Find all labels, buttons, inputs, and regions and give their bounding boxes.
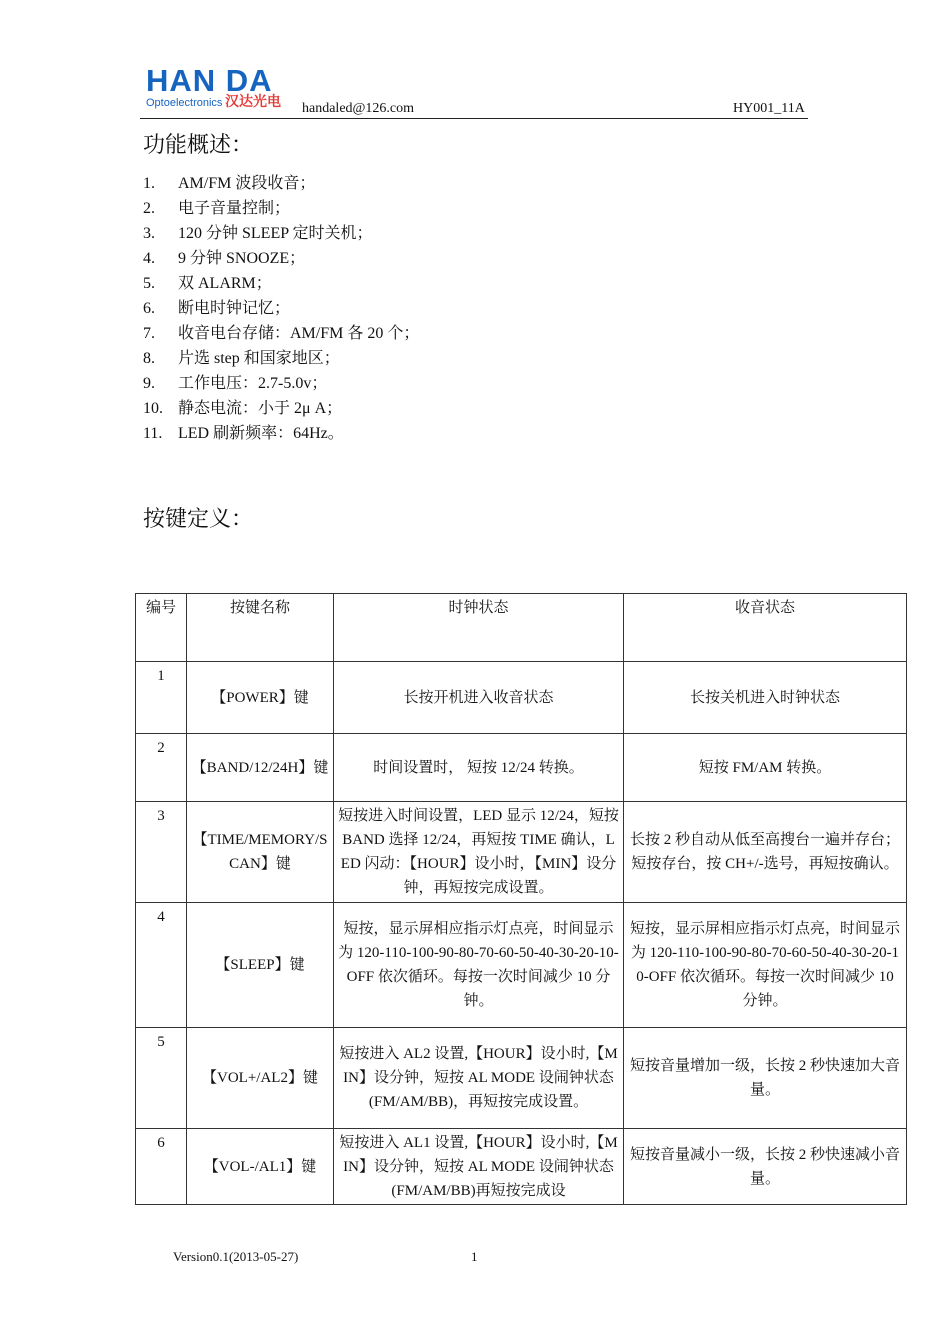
- keys-title: 按键定义：: [143, 507, 254, 532]
- logo-subtitle-en: Optoelectronics: [146, 97, 223, 109]
- key-name: 【VOL+/AL2】键: [187, 1028, 334, 1129]
- key-number: 5: [136, 1028, 187, 1129]
- list-item: 3. 120 分钟 SLEEP 定时关机；: [143, 225, 373, 242]
- key-number: 3: [136, 802, 187, 903]
- table-row: [136, 734, 907, 802]
- page-number: 1: [471, 1249, 478, 1264]
- key-name: 【SLEEP】键: [187, 903, 334, 1028]
- list-item: 4. 9 分钟 SNOOZE；: [143, 250, 306, 267]
- header-doc-code: HY001_11A: [733, 101, 805, 116]
- clock-state: 短按，显示屏相应指示灯点亮，时间显示为 120-110-100-90-80-70-60-50-40-30-20-10-OFF 依次循环。每按一次时间减少 10 分钟。: [334, 903, 624, 1028]
- key-number: 2: [136, 734, 187, 802]
- table-row: [136, 802, 907, 903]
- list-item: 6. 断电时钟记忆；: [143, 300, 291, 317]
- list-item: 2. 电子音量控制；: [143, 200, 291, 217]
- radio-state: 短按，显示屏相应指示灯点亮，时间显示为 120-110-100-90-80-70-60-50-40-30-20-10-OFF 依次循环。每按一次时间减少 10 分钟。: [624, 903, 907, 1028]
- column-header: 编号: [136, 594, 187, 662]
- column-header: 收音状态: [624, 594, 907, 662]
- key-number: 1: [136, 662, 187, 734]
- key-name: 【BAND/12/24H】键: [187, 734, 334, 802]
- table-row: [136, 1028, 907, 1129]
- list-item: 8. 片选 step 和国家地区；: [143, 350, 340, 367]
- radio-state: 长按 2 秒自动从低至高搜台一遍并存台；短按存台，按 CH+/-选号，再短按确认。: [624, 802, 907, 903]
- key-name: 【TIME/MEMORY/SCAN】键: [187, 802, 334, 903]
- list-item: 9. 工作电压：2.7-5.0v；: [143, 375, 328, 392]
- footer-version: Version0.1(2013-05-27): [173, 1249, 299, 1264]
- features-title: 功能概述：: [143, 133, 254, 158]
- list-item: 5. 双 ALARM；: [143, 275, 272, 292]
- key-definition-table: [135, 593, 907, 1205]
- feature-list: [143, 171, 419, 446]
- table-header-row: [136, 594, 907, 662]
- clock-state: 时间设置时， 短按 12/24 转换。: [334, 734, 624, 802]
- key-name: 【POWER】键: [187, 662, 334, 734]
- list-item: 7. 收音电台存储：AM/FM 各 20 个；: [143, 325, 420, 342]
- header-email: handaled@126.com: [302, 101, 415, 116]
- clock-state: 短按进入时间设置，LED 显示 12/24，短按 BAND 选择 12/24，再短按 TIME 确认，LED 闪动：【HOUR】设小时，【MIN】设分钟，再短按完成设置。: [334, 802, 624, 903]
- table-row: [136, 903, 907, 1028]
- table-row: [136, 662, 907, 734]
- header-divider: [140, 118, 808, 119]
- clock-state: 短按进入 AL1 设置,【HOUR】设小时,【MIN】设分钟，短按 AL MODE 设闹钟状态(FM/AM/BB)再短按完成设: [334, 1129, 624, 1205]
- radio-state: 短按音量增加一级，长按 2 秒快速加大音量。: [624, 1028, 907, 1129]
- radio-state: 长按关机进入时钟状态: [624, 662, 907, 734]
- key-number: 6: [136, 1129, 187, 1205]
- clock-state: 短按进入 AL2 设置,【HOUR】设小时,【MIN】设分钟，短按 AL MODE 设闹钟状态(FM/AM/BB)，再短按完成设置。: [334, 1028, 624, 1129]
- table-row: [136, 1129, 907, 1205]
- key-name: 【VOL-/AL1】键: [187, 1129, 334, 1205]
- list-item: 10. 静态电流：小于 2μ A；: [143, 400, 343, 417]
- key-number: 4: [136, 903, 187, 1028]
- clock-state: 长按开机进入收音状态: [334, 662, 624, 734]
- logo-subtitle-cn: 汉达光电: [225, 94, 281, 110]
- column-header: 时钟状态: [334, 594, 624, 662]
- column-header: 按键名称: [187, 594, 334, 662]
- list-item: 1. AM/FM 波段收音；: [143, 175, 316, 192]
- radio-state: 短按音量减小一级，长按 2 秒快速减小音量。: [624, 1129, 907, 1205]
- company-logo: HAN DA: [146, 63, 273, 98]
- list-item: 11. LED 刷新频率：64Hz。: [143, 425, 344, 442]
- radio-state: 短按 FM/AM 转换。: [624, 734, 907, 802]
